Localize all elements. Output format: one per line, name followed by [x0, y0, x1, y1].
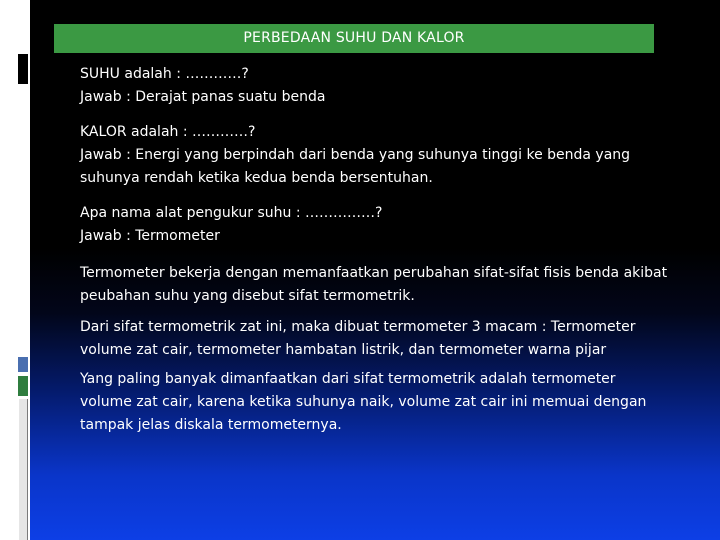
paragraph-macam-termometer: Dari sifat termometrik zat ini, maka dibuat termometer 3 macam : Termometer volume zat cair, termometer hambatan listrik, dan termometer warna pijar	[80, 319, 636, 358]
accent-block-black	[18, 54, 28, 84]
answer-alat-ukur: Jawab : Termometer	[80, 228, 220, 244]
question-kalor: KALOR adalah : …………?	[80, 124, 256, 140]
accent-line	[27, 399, 28, 540]
question-suhu: SUHU adalah : …………?	[80, 66, 249, 82]
question-alat-ukur: Apa nama alat pengukur suhu : ……………?	[80, 205, 383, 221]
answer-suhu: Jawab : Derajat panas suatu benda	[80, 89, 326, 105]
slide-title: PERBEDAAN SUHU DAN KALOR	[54, 24, 654, 53]
accent-block-blue	[18, 357, 28, 372]
accent-block-gray	[19, 399, 27, 540]
accent-block-green	[18, 376, 28, 396]
paragraph-termometer-kerja: Termometer bekerja dengan memanfaatkan perubahan sifat-sifat fisis benda akibat peubahan suhu yang disebut sifat termometrik.	[80, 265, 668, 304]
answer-kalor: Jawab : Energi yang berpindah dari benda yang suhunya tinggi ke benda yang suhunya rendah ketika kedua benda bersentuhan.	[80, 147, 631, 186]
slide-content	[80, 63, 670, 437]
paragraph-termometer-zat-cair: Yang paling banyak dimanfaatkan dari sifat termometrik adalah termometer volume zat cair, karena ketika suhunya naik, volume zat cair ini memuai dengan tampak jelas diskala termometernya.	[80, 371, 647, 433]
